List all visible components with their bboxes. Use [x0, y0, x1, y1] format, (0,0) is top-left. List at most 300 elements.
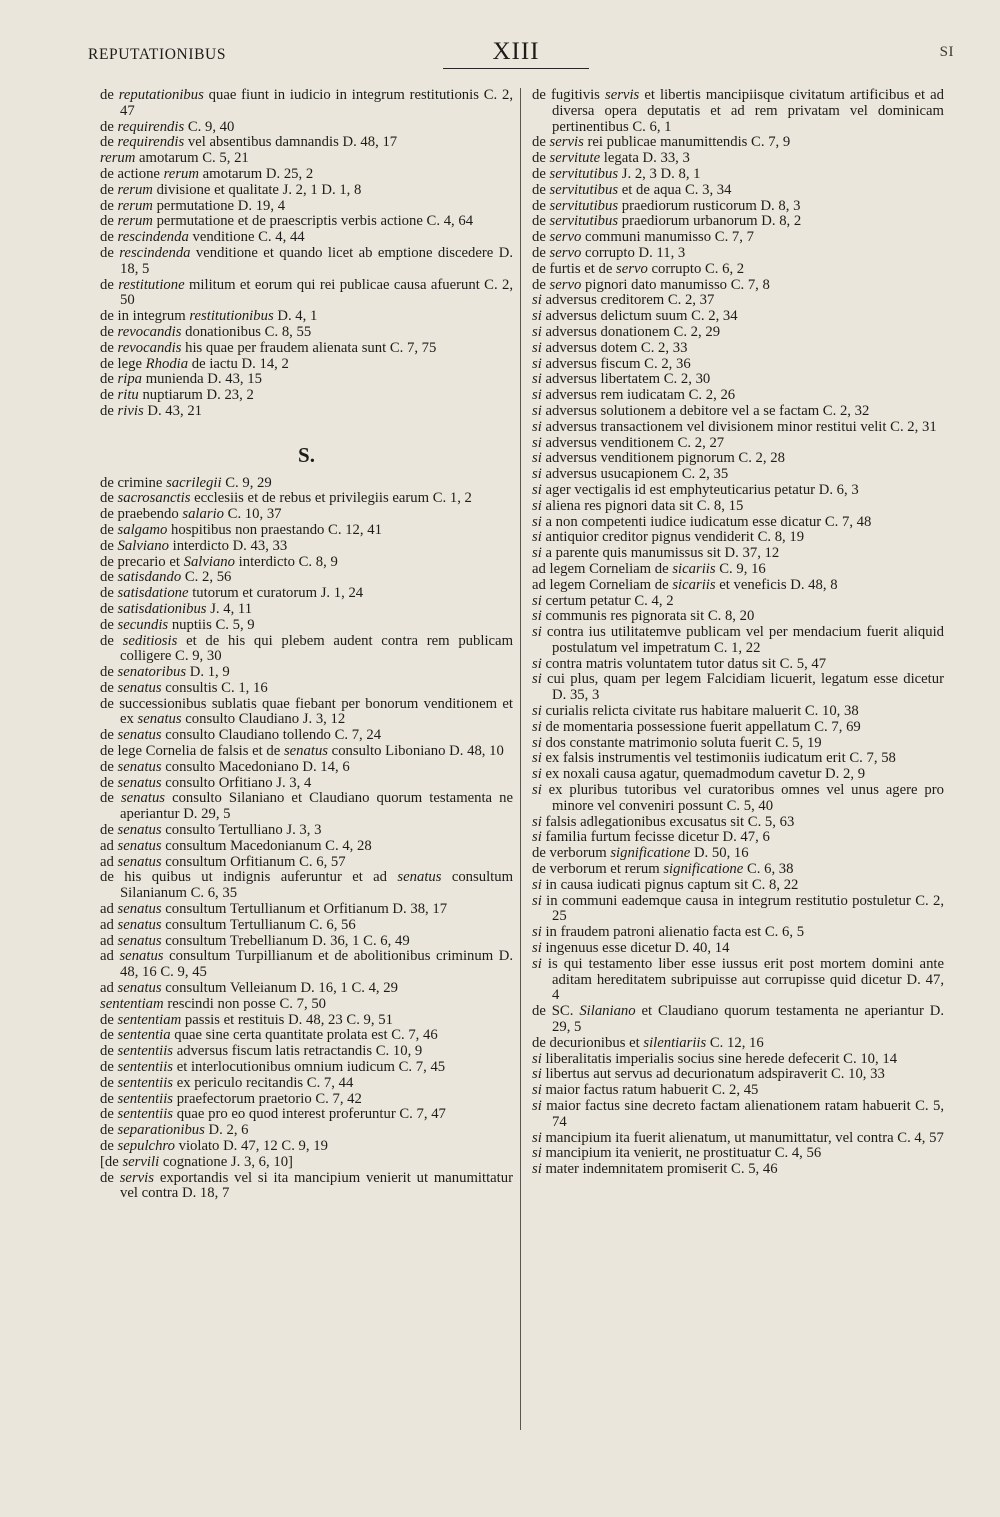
entry-prefix: de: [100, 229, 114, 246]
index-entry: [532, 88, 944, 135]
entry-text: mancipium ita fuerit alienatum, ut manumittatur, vel contra C. 4, 57: [545, 1129, 944, 1146]
entry-text: ager vectigalis id est emphyteuticarius petatur D. 6, 3: [545, 481, 859, 498]
entry-keyword: senatus: [119, 948, 164, 965]
entry-text: mancipium ita venierit, ne prostituatur C. 4, 56: [545, 1145, 822, 1162]
entry-text: de momentaria possessione fuerit appellatum C. 7, 69: [545, 718, 861, 735]
index-entry: [100, 1013, 513, 1029]
index-entry: [532, 815, 944, 831]
entry-text: D. 1, 9: [189, 664, 230, 681]
entry-text: familia furtum fecisse dicetur D. 47, 6: [545, 829, 770, 846]
index-entry: [532, 483, 944, 499]
entry-text: adversus dotem C. 2, 33: [545, 339, 688, 356]
entry-text: his quae per fraudem alienata sunt C. 7, 75: [185, 339, 437, 356]
entry-prefix: si: [532, 513, 542, 530]
entry-keyword: Salviano: [183, 553, 235, 570]
entry-text: quae pro eo quod interest proferuntur C. 7, 47: [176, 1106, 446, 1123]
entry-text: quae sine certa quantitate prolata est C. 7, 46: [174, 1027, 438, 1044]
entry-keyword: Rhodia: [145, 355, 189, 372]
entry-text: adversus libertatem C. 2, 30: [545, 371, 711, 388]
entry-prefix: si: [532, 940, 542, 957]
index-entry: [532, 135, 944, 151]
entry-text: quae fiunt in iudicio in integrum restitutionis C. 2, 47: [120, 87, 514, 119]
entry-prefix: de: [100, 339, 114, 356]
entry-prefix: de: [100, 371, 114, 388]
entry-text: libertus aut servus ad decurionatum adspiraverit C. 10, 33: [545, 1066, 885, 1083]
entry-prefix: de: [100, 758, 114, 775]
entry-text: corrupto C. 6, 2: [651, 260, 745, 277]
index-entry: [100, 214, 513, 230]
entry-text: maior factus ratum habuerit C. 2, 45: [545, 1082, 759, 1099]
index-entry: [100, 388, 513, 404]
entry-prefix: si: [532, 655, 542, 672]
entry-prefix: si: [532, 1145, 542, 1162]
index-entry: [532, 436, 944, 452]
entry-text: venditione C. 4, 44: [192, 229, 305, 246]
entry-prefix: de: [532, 197, 546, 214]
index-entry: [100, 476, 513, 492]
entry-prefix: de: [532, 134, 546, 151]
index-entry: [532, 957, 944, 1004]
entry-keyword: rescindenda: [117, 229, 189, 246]
entry-keyword: sententiis: [117, 1106, 174, 1123]
entry-keyword: ritu: [117, 387, 139, 404]
index-entry: [100, 744, 513, 760]
index-entry: [100, 357, 513, 373]
entry-keyword: senatus: [117, 837, 162, 854]
entry-keyword: servo: [616, 260, 648, 277]
entry-text: et libertis mancipiisque civitatum artificibus et ad diversa opera deputatis et ad rem privatam vel dominicam pertinentibus C. 6, 1: [552, 87, 944, 135]
entry-prefix: ad: [100, 948, 114, 965]
entry-text: amotarum D. 25, 2: [202, 165, 314, 182]
entry-prefix: de successionibus sublatis quae fiebant per bonorum venditionem et ex: [100, 695, 513, 728]
entry-text: J. 4, 11: [210, 600, 253, 617]
entry-keyword: senatus: [397, 869, 442, 886]
entry-text: consultum Macedonianum C. 4, 28: [165, 837, 372, 854]
entry-prefix: de: [100, 1027, 114, 1044]
index-entry: [100, 404, 513, 420]
entry-text: ex falsis instrumentis vel testimoniis iudicatum erit C. 7, 58: [545, 750, 896, 767]
section-letter: S.: [298, 442, 315, 467]
entry-keyword: sicariis: [672, 560, 716, 577]
entry-text: amotarum C. 5, 21: [139, 150, 249, 167]
entry-prefix: de: [100, 569, 114, 586]
index-entry: [100, 199, 513, 215]
index-entry: [532, 199, 944, 215]
entry-prefix: de: [100, 1059, 114, 1076]
entry-text: a parente quis manumissus sit D. 37, 12: [545, 545, 780, 562]
entry-prefix: de precario et: [100, 553, 180, 570]
entry-prefix: si: [532, 339, 542, 356]
entry-text: militum et eorum qui rei publicae causa afuerunt C. 2, 50: [120, 276, 513, 309]
index-entry: [100, 1028, 513, 1044]
entry-keyword: sacrosanctis: [117, 490, 191, 507]
index-entry: [100, 539, 513, 555]
index-entry: [532, 246, 944, 262]
entry-prefix: si: [532, 1066, 542, 1083]
index-entry: [100, 839, 513, 855]
entry-keyword: rerum: [100, 150, 136, 167]
column-divider: [520, 88, 521, 1430]
entry-prefix: de: [100, 323, 114, 340]
index-entry: [100, 325, 513, 341]
entry-prefix: de verborum et rerum: [532, 861, 660, 878]
entry-text: ingenuus esse dicetur D. 40, 14: [545, 940, 730, 957]
entry-text: consulto Orfitiano J. 3, 4: [165, 774, 312, 791]
index-entry: [100, 997, 513, 1013]
entry-prefix: de: [532, 150, 546, 167]
entry-text: permutatione et de praescriptis verbis actione C. 4, 64: [156, 213, 474, 230]
entry-prefix: si: [532, 371, 542, 388]
entry-prefix: de: [100, 585, 114, 602]
entry-keyword: significatione: [663, 861, 744, 878]
index-entry: [100, 1123, 513, 1139]
page-number-rule: [443, 68, 589, 69]
entry-prefix: si: [532, 955, 542, 972]
entry-keyword: rerum: [117, 181, 153, 198]
entry-keyword: sententiis: [117, 1059, 174, 1076]
entry-prefix: si: [532, 829, 542, 846]
entry-prefix: de: [100, 774, 114, 791]
entry-text: praediorum rusticorum D. 8, 3: [621, 197, 801, 214]
entry-text: de iactu D. 14, 2: [191, 355, 289, 372]
index-entry: [100, 1107, 513, 1123]
entry-prefix: si: [532, 1161, 542, 1178]
index-entry: [100, 507, 513, 523]
entries-right: [532, 88, 944, 1178]
entry-prefix: de: [100, 276, 114, 293]
entry-prefix: de: [532, 276, 546, 293]
entry-prefix: si: [532, 876, 542, 893]
entry-text: consulto Tertulliano J. 3, 3: [165, 822, 322, 839]
entry-prefix: si: [532, 355, 542, 372]
index-entry: [100, 246, 513, 278]
entry-prefix: si: [532, 671, 542, 688]
entry-text: C. 6, 38: [746, 861, 794, 878]
index-entry: [532, 783, 944, 815]
entry-prefix: de lege Cornelia de falsis et de: [100, 743, 281, 760]
index-entry: [532, 388, 944, 404]
entry-keyword: requirendis: [117, 134, 185, 151]
entry-prefix: si: [532, 718, 542, 735]
entry-keyword: senatus: [117, 916, 162, 933]
entry-text: pignori dato manumisso C. 7, 8: [585, 276, 770, 293]
entry-text: aliena res pignori data sit C. 8, 15: [545, 497, 744, 514]
entry-text: adversus creditorem C. 2, 37: [545, 292, 715, 309]
index-entry: [100, 135, 513, 151]
index-entry: [100, 523, 513, 539]
entry-keyword: separationibus: [117, 1122, 205, 1139]
entry-text: adversus venditionem C. 2, 27: [545, 434, 725, 451]
index-entry: [100, 341, 513, 357]
index-entry: [532, 862, 944, 878]
entry-text: dos constante matrimonio soluta fuerit C. 5, 19: [545, 734, 822, 751]
entry-prefix: de: [100, 387, 114, 404]
index-entry: [532, 846, 944, 862]
entry-prefix: si: [532, 308, 542, 325]
index-entry: [100, 1139, 513, 1155]
entry-prefix: de: [100, 1138, 114, 1154]
entry-text: contra matris voluntatem tutor datus sit C. 5, 47: [545, 655, 827, 672]
index-entry: [100, 1044, 513, 1060]
entry-text: ex noxali causa agatur, quemadmodum cavetur D. 2, 9: [545, 766, 866, 783]
entry-keyword: senatus: [117, 853, 162, 870]
entry-text: adversus usucapionem C. 2, 35: [545, 466, 729, 483]
index-entry: [532, 894, 944, 926]
index-entry: [532, 151, 944, 167]
entry-text: adversus fiscum C. 2, 36: [545, 355, 691, 372]
entry-keyword: senatus: [117, 679, 162, 696]
entry-keyword: rerum: [163, 165, 199, 182]
entry-text: rei publicae manumittendis C. 7, 9: [587, 134, 791, 151]
entry-keyword: senatus: [117, 822, 162, 839]
entry-prefix: si: [532, 1050, 542, 1067]
entry-keyword: sententiam: [100, 995, 164, 1012]
entry-text: consultum Tertullianum C. 6, 56: [165, 916, 356, 933]
index-entry: [532, 214, 944, 230]
entry-prefix: de: [100, 616, 114, 633]
entry-prefix: si: [532, 1082, 542, 1099]
entry-keyword: reputationibus: [118, 87, 204, 103]
page-number: XIII: [492, 38, 540, 65]
entry-prefix: de: [100, 727, 114, 744]
entry-text: communis res pignorata sit C. 8, 20: [545, 608, 755, 625]
entry-text: C. 10, 37: [227, 506, 282, 523]
entry-prefix: de lege: [100, 355, 142, 372]
entry-keyword: servis: [119, 1169, 154, 1186]
entry-text: divisione et qualitate J. 2, 1 D. 1, 8: [156, 181, 362, 198]
index-entry: [100, 776, 513, 792]
entry-prefix: de: [100, 87, 114, 103]
entry-prefix: de in integrum: [100, 308, 186, 325]
index-entry: [100, 88, 513, 120]
index-entry: [532, 167, 944, 183]
entry-prefix: de praebendo: [100, 506, 179, 523]
entry-keyword: senatus: [117, 932, 162, 949]
entry-text: praediorum urbanorum D. 8, 2: [621, 213, 802, 230]
entry-prefix: si: [532, 782, 542, 799]
entry-keyword: satisdatione: [117, 585, 189, 602]
entry-prefix: si: [532, 497, 542, 514]
index-entry: [532, 1146, 944, 1162]
entry-prefix: de: [100, 118, 114, 135]
entry-text: consultis C. 1, 16: [165, 679, 268, 696]
entry-text: D. 2, 6: [208, 1122, 249, 1139]
entry-text: C. 2, 56: [184, 569, 232, 586]
index-entry: [100, 934, 513, 950]
index-entry: [100, 665, 513, 681]
entry-keyword: servitutibus: [549, 213, 619, 230]
index-entry: [100, 586, 513, 602]
index-entry: [532, 262, 944, 278]
index-entry: [532, 830, 944, 846]
entry-prefix: ad: [100, 932, 114, 949]
index-entry: [100, 230, 513, 246]
entry-text: contra ius utilitatemve publicam vel per mendacium fuerit aliquid postulatum vel impetratum C. 1, 22: [546, 624, 945, 656]
entry-prefix: si: [532, 450, 542, 467]
entry-text: a non competenti iudice iudicatum esse dicatur C. 7, 48: [545, 513, 872, 530]
entry-keyword: Salviano: [117, 537, 169, 554]
index-entry: [532, 925, 944, 941]
entry-prefix: ad legem Corneliam de: [532, 576, 669, 593]
index-entry: [532, 499, 944, 515]
entry-keyword: salgamo: [117, 521, 168, 538]
entry-text: curialis relicta civitate rus habitare maluerit C. 10, 38: [545, 703, 859, 720]
entry-text: adversus rem iudicatam C. 2, 26: [545, 387, 736, 404]
entry-text: consultum Silanianum C. 6, 35: [120, 869, 514, 902]
index-entry: [532, 341, 944, 357]
entry-prefix: ad: [100, 853, 114, 870]
index-entry: [532, 515, 944, 531]
index-entry: [100, 681, 513, 697]
index-entry: [532, 530, 944, 546]
left-column: [100, 88, 513, 1202]
entry-text: et de aqua C. 3, 34: [621, 181, 732, 198]
entry-keyword: servo: [549, 244, 582, 261]
index-entry: [100, 791, 513, 823]
index-entry: [532, 704, 944, 720]
index-entry: [532, 657, 944, 673]
entry-prefix: ad legem Corneliam de: [532, 560, 669, 577]
entry-text: tutorum et curatorum J. 1, 24: [192, 585, 364, 602]
entry-text: permutatione D. 19, 4: [156, 197, 286, 214]
index-entry: [532, 672, 944, 704]
entry-prefix: si: [532, 466, 542, 483]
entry-keyword: senatus: [117, 774, 162, 791]
entry-keyword: revocandis: [117, 339, 182, 356]
entry-prefix: de: [100, 521, 114, 538]
entry-prefix: si: [532, 813, 542, 830]
entry-prefix: si: [532, 434, 542, 451]
entry-prefix: de: [100, 600, 114, 617]
entry-prefix: si: [532, 592, 542, 609]
index-entry: [532, 736, 944, 752]
entry-keyword: senatoribus: [117, 664, 187, 681]
entry-prefix: ad: [100, 901, 114, 918]
entry-keyword: sententiis: [117, 1074, 174, 1091]
entry-keyword: requirendis: [117, 118, 185, 135]
index-entry: [532, 1036, 944, 1052]
index-entry: [532, 594, 944, 610]
entry-prefix: si: [532, 924, 542, 941]
entry-text: adversus donationem C. 2, 29: [545, 323, 721, 340]
entry-prefix: si: [532, 624, 542, 641]
entry-keyword: sepulchro: [117, 1138, 175, 1154]
entry-keyword: servis: [549, 134, 584, 151]
entry-text: consulto Silaniano et Claudiano quorum testamenta ne aperiantur D. 29, 5: [120, 790, 514, 823]
entry-prefix: de: [532, 229, 546, 246]
entry-prefix: si: [532, 545, 542, 562]
entry-text: consultum Orfitianum C. 6, 57: [165, 853, 346, 870]
entry-prefix: de actione: [100, 165, 160, 182]
entry-prefix: de: [100, 1090, 114, 1107]
entry-prefix: si: [532, 323, 542, 340]
entry-keyword: sententiam: [117, 1011, 182, 1028]
entry-text: interdicto C. 8, 9: [238, 553, 338, 570]
entry-prefix: si: [532, 734, 542, 751]
entry-text: C. 12, 16: [709, 1034, 764, 1051]
entry-text: passis et restituis D. 48, 23 C. 9, 51: [184, 1011, 393, 1028]
index-entry: [532, 941, 944, 957]
index-entry: [532, 578, 944, 594]
entry-text: consultum Turpillianum et de abolitionibus criminum D. 48, 16 C. 9, 45: [120, 948, 514, 981]
entry-prefix: de: [532, 181, 546, 198]
entry-prefix: de: [100, 1169, 114, 1186]
entries-s: [100, 476, 513, 1203]
entry-prefix: de: [100, 197, 114, 214]
entry-text: et de his qui plebem audent contra rem publicam colligere C. 9, 30: [120, 632, 513, 665]
index-entry: [532, 325, 944, 341]
index-entry: [532, 625, 944, 657]
index-entry: [532, 357, 944, 373]
index-entry: [532, 293, 944, 309]
entry-prefix: de his quibus ut indignis auferuntur et ad: [100, 869, 388, 886]
entry-prefix: de: [100, 1106, 114, 1123]
entry-prefix: si: [532, 1129, 542, 1146]
entry-prefix: si: [532, 892, 542, 909]
entry-prefix: de: [100, 134, 114, 151]
entry-text: et interlocutionibus omnium iudicum C. 7, 45: [176, 1059, 446, 1076]
entry-prefix: de: [100, 244, 114, 261]
entry-prefix: de: [100, 679, 114, 696]
entry-keyword: servitutibus: [549, 197, 619, 214]
entry-keyword: senatus: [137, 711, 182, 728]
index-entry: [532, 309, 944, 325]
entry-prefix: de: [100, 213, 114, 230]
entry-text: adversus transactionem vel divisionem minor restitui velit C. 2, 31: [545, 418, 937, 435]
index-entry: [100, 1060, 513, 1076]
index-entry: [532, 1099, 944, 1131]
right-column: [532, 88, 944, 1178]
index-entry: [100, 634, 513, 666]
index-entry: [532, 372, 944, 388]
entry-text: venditione et quando licet ab emptione discedere D. 18, 5: [120, 244, 513, 277]
index-entry: [532, 230, 944, 246]
index-entry: [100, 555, 513, 571]
index-entry: [100, 167, 513, 183]
index-entry: [532, 1052, 944, 1068]
entry-keyword: secundis: [117, 616, 169, 633]
entry-text: adversus venditionem pignorum C. 2, 28: [545, 450, 785, 467]
entry-text: D. 4, 1: [277, 308, 318, 325]
entry-text: consulto Claudiano tollendo C. 7, 24: [165, 727, 382, 744]
entry-text: et Claudiano quorum testamenta ne aperiantur D. 29, 5: [552, 1003, 945, 1036]
entry-prefix: de: [100, 1043, 114, 1060]
entry-keyword: servitute: [549, 150, 601, 167]
entry-prefix: de: [100, 1074, 114, 1091]
entry-text: ecclesiis et de rebus et privilegiis earum C. 1, 2: [194, 490, 472, 507]
index-entry: [100, 278, 513, 310]
entry-prefix: de: [100, 1122, 114, 1139]
entry-prefix: de fugitivis: [532, 87, 600, 103]
index-entry: [100, 491, 513, 507]
index-entry: [100, 618, 513, 634]
index-entry: [100, 918, 513, 934]
entry-prefix: de: [100, 632, 114, 649]
entry-prefix: de: [100, 537, 114, 554]
entry-text: maior factus sine decreto factam alienationem ratam habuerit C. 5, 74: [546, 1098, 944, 1130]
index-entry: [100, 1171, 513, 1203]
entry-keyword: servitutibus: [549, 181, 619, 198]
entry-keyword: senatus: [117, 727, 162, 744]
entry-keyword: senatus: [117, 758, 162, 775]
index-entry: [100, 981, 513, 997]
index-entry: [100, 1155, 513, 1171]
entry-keyword: sententiis: [117, 1043, 174, 1060]
index-entry: [100, 602, 513, 618]
entry-prefix: ad: [100, 837, 114, 854]
entry-text: munienda D. 43, 15: [145, 371, 262, 388]
index-entry: [100, 1076, 513, 1092]
